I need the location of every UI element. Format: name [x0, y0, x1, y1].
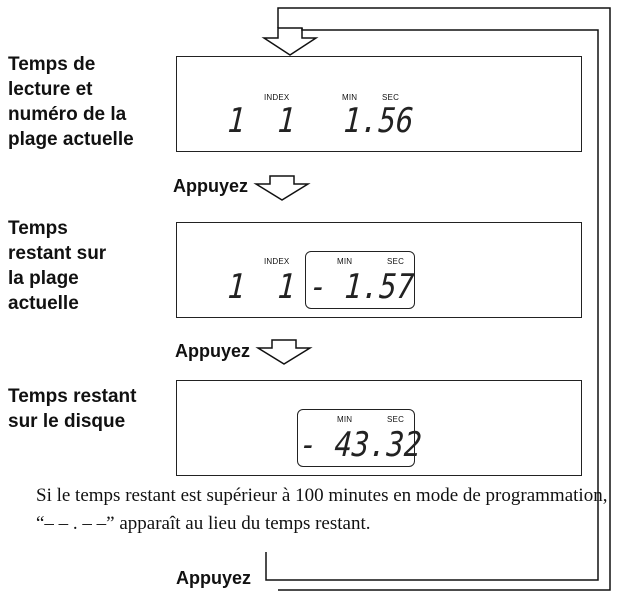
- label-line: actuelle: [8, 293, 79, 314]
- time-readout: - 1.57: [308, 267, 416, 307]
- index-digit: 1: [276, 101, 297, 141]
- down-arrow-icon: [256, 176, 308, 200]
- press-label-2: Appuyez: [175, 341, 251, 361]
- min-tag: MIN: [337, 415, 353, 424]
- down-arrow-icon: [258, 340, 310, 364]
- label-line: plage actuelle: [8, 129, 134, 150]
- down-arrow-icon: [264, 28, 316, 55]
- sec-tag: SEC: [387, 257, 405, 266]
- time-readout: - 43.32: [298, 425, 423, 465]
- track-digit: 1: [226, 101, 247, 141]
- loop-line-outer: [278, 8, 610, 590]
- label-line: sur le disque: [8, 411, 126, 432]
- press-label-3: Appuyez: [176, 568, 252, 588]
- label-line: numéro de la: [8, 104, 127, 125]
- sec-tag: SEC: [387, 415, 405, 424]
- index-digit: 1: [276, 267, 297, 307]
- program-mode-note: Si le temps restant est supérieur à 100 minutes en mode de programmation, “– – . – –” apparaît au lieu du temps restant.: [36, 485, 608, 534]
- time-readout: 1.56: [342, 101, 415, 141]
- index-tag: INDEX: [264, 257, 290, 266]
- loop-line-inner: [266, 28, 598, 580]
- label-line: lecture et: [8, 79, 93, 100]
- label-line: restant sur: [8, 243, 107, 264]
- label-line: Temps: [8, 218, 68, 239]
- track-digit: 1: [226, 267, 247, 307]
- press-label-1: Appuyez: [173, 176, 249, 196]
- index-tag: INDEX: [264, 93, 290, 102]
- label-line: Temps restant: [8, 386, 137, 407]
- min-tag: MIN: [342, 93, 358, 102]
- sec-tag: SEC: [382, 93, 400, 102]
- label-line: Temps de: [8, 54, 96, 75]
- label-line: la plage: [8, 268, 79, 289]
- min-tag: MIN: [337, 257, 353, 266]
